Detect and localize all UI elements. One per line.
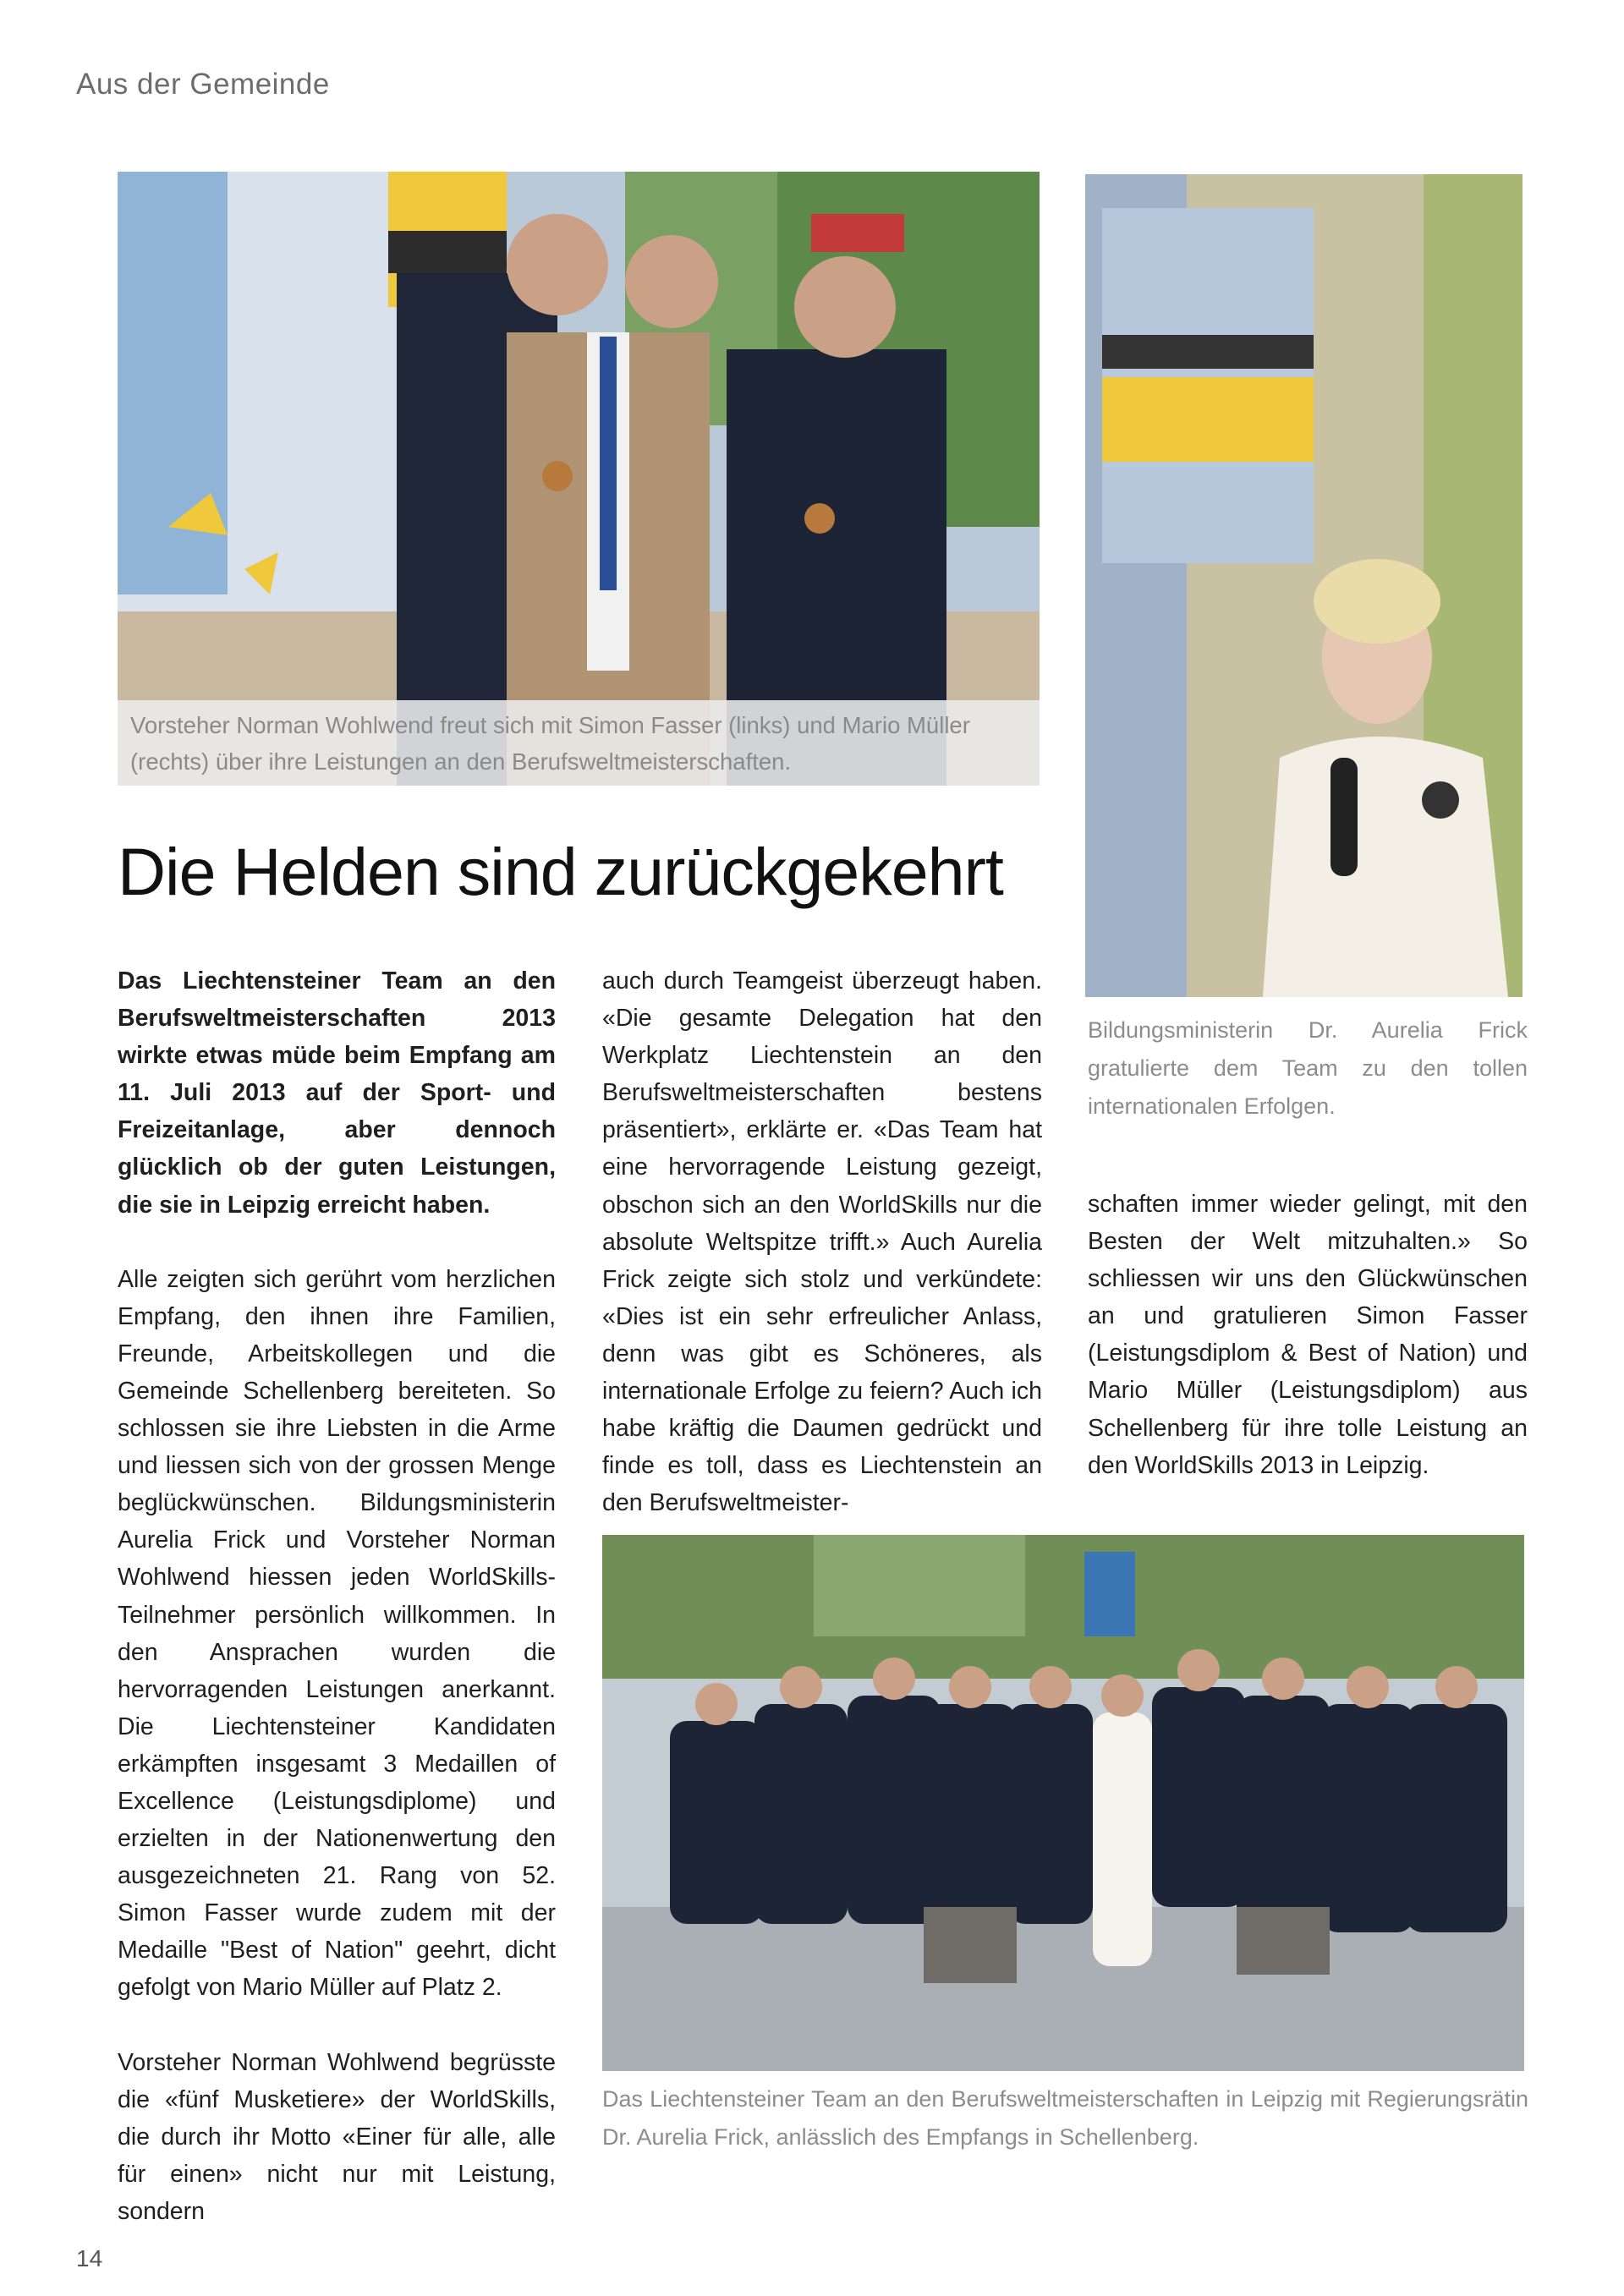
article-column-1	[118, 962, 556, 2230]
page-number: 14	[76, 2245, 103, 2271]
article-paragraph: schaften immer wieder gelingt, mit den Besten der Welt mitzuhalten.» So schliessen wir uns den Glückwünschen an und gratulieren Simon Fasser (Leistungsdiplom & Best of Nation) und Mario Müller (Leistungsdiplom) aus Schellenberg für ihre tolle Leistung an den WorldSkills 2013 in Leipzig.	[1088, 1191, 1528, 1479]
photo-top-left-image	[118, 172, 1040, 786]
article-lead: Das Liechtensteiner Team an den Berufsweltmeisterschaften 2013 wirkte etwas müde beim Empfang am 11. Juli 2013 auf der Sport- und Freizeitanlage, aber dennoch glücklich ob der guten Leistungen, die sie in Leipzig erreicht haben.	[118, 967, 556, 1219]
caption-top-right: Bildungsministerin Dr. Aurelia Frick gratulierte dem Team zu den tollen internationalen Erfolgen.	[1088, 1017, 1528, 1119]
section-label: Aus der Gemeinde	[76, 68, 330, 101]
article-paragraph: Vorsteher Norman Wohlwend begrüsste die «fünf Musketiere» der WorldSkills, die durch ihr Motto «Einer für alle, alle für einen» nicht nur mit Leistung, sondern	[118, 2048, 556, 2225]
photo-top-left	[118, 172, 1040, 786]
article-paragraph: Alle zeigten sich gerührt vom herzlichen Empfang, den ihnen ihre Familien, Freunde, Arbeitskollegen und die Gemeinde Schellenberg bereiteten. So schlossen sie ihre Liebsten in die Arme und liessen sich von der grossen Menge beglückwünschen. Bildungsministerin Aurelia Frick und Vorsteher Norman Wohlwend hiessen jeden WorldSkills-Teilnehmer persönlich willkommen. In den Ansprachen wurden die hervorragenden Leistungen anerkannt. Die Liechtensteiner Kandidaten erkämpften insgesamt 3 Medaillen of Excellence (Leistungsdiplome) und erzielten in der Nationenwertung den ausgezeichneten 21. Rang von 52. Simon Fasser wurde zudem mit der Medaille "Best of Nation" geehrt, dicht gefolgt von Mario Müller auf Platz 2.	[118, 1265, 556, 2002]
headline: Die Helden sind zurückgekehrt	[118, 834, 1003, 909]
photo-bottom	[602, 1535, 1524, 2071]
photo-top-right	[1085, 174, 1522, 997]
article-paragraph: auch durch Teamgeist überzeugt haben. «Die gesamte Delegation hat den Werkplatz Liechtenstein an den Berufsweltmeisterschaften bestens präsentiert», erklärte er. «Das Team hat eine hervorragende Leistung gezeigt, obschon sich an den WorldSkills nur die absolute Weltspitze trifft.» Auch Aurelia Frick zeigte sich stolz und verkündete: «Dies ist ein sehr erfreulicher Anlass, denn was gibt es Schöneres, als internationale Erfolge zu feiern? Auch ich habe kräftig die Daumen gedrückt und finde es toll, dass es Liechtenstein an den Berufsweltmeister-	[602, 967, 1042, 1517]
article-column-3	[1088, 1186, 1528, 1484]
photo-bottom-image	[602, 1535, 1524, 2071]
article-column-2	[602, 962, 1042, 1521]
photo-top-right-image	[1085, 174, 1522, 997]
caption-top-left: Vorsteher Norman Wohlwend freut sich mit Simon Fasser (links) und Mario Müller (rechts) über ihre Leistungen an den Berufsweltmeisterschaften.	[118, 700, 1040, 786]
caption-bottom: Das Liechtensteiner Team an den Berufsweltmeisterschaften in Leipzig mit Regierungsrätin Dr. Aurelia Frick, anlässlich des Empfangs in Schellenberg.	[602, 2086, 1528, 2150]
